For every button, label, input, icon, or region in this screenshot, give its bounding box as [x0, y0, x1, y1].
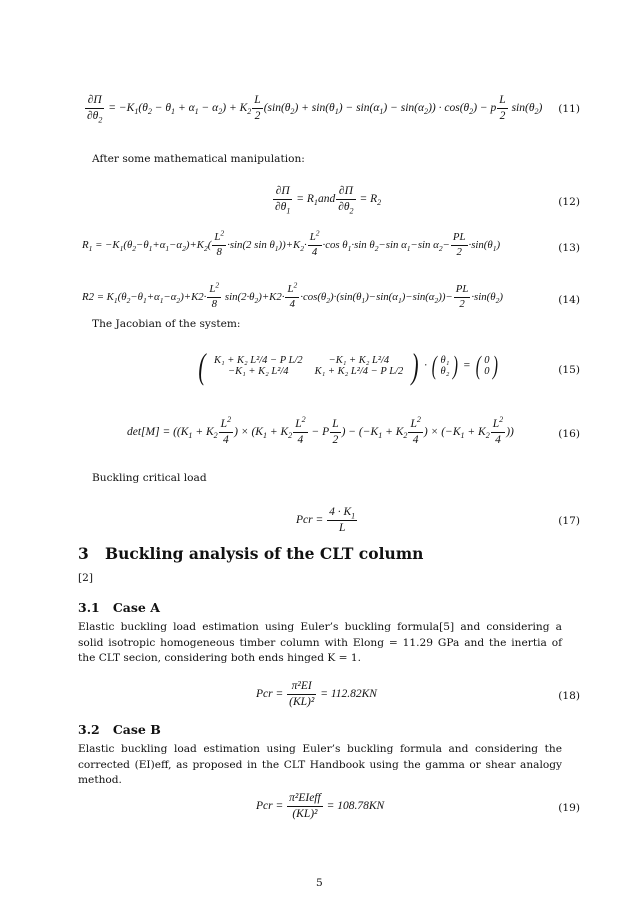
section-heading-3: 3 Buckling analysis of the CLT column	[78, 544, 424, 563]
equation-number: (17)	[558, 515, 580, 527]
paragraph-case-b: Elastic buckling load estimation using Euler’s buckling formula and considering the corrected (EI)eff, as proposed in the CLT Handbook using the gamma or shear analogy method.	[78, 743, 562, 786]
equation-number: (15)	[558, 364, 580, 376]
equation-number: (18)	[558, 690, 580, 702]
section-heading-3-1: 3.1 Case A	[78, 600, 160, 615]
equation-11: $\frac{\partial\Pi}{\partial\theta_2}$ = $-K_1(\theta_2 - \theta_1 + \alpha_1 - \alpha_2) + K_2$ $\frac{L}{2}$ $(\sin(\theta_2) + \sin(\theta_1) - \sin(\alpha_1) - \sin(\alpha_2)) \cdot \cos(\theta_2) - p$ $\frac{L}{2}$ $\sin(\theta_2)$	[87, 94, 543, 124]
equation-13: $R_1 = -K_1(\theta_2-\theta_1+\alpha_1-\alpha_2)+K_2$( $\frac{L^2}{8}$ ·sin(2 $\sin \theta_1))+K_2\cdot$ $\frac{L^2}{4}$ ·cos $\theta_1\cdot\sin$ $\theta_2-\sin$ $\alpha_1-\sin$ $\alpha_2-$ $\frac{PL}{2}$ $\cdot\sin(\theta_1)$	[82, 228, 501, 258]
zero-vector: 0 0	[484, 355, 490, 377]
jacobian-matrix: K₁ + K₂ L²/4 − P L/2 −K₁ + K₂ L²/4 −K₁ + K₂ L²/4 K₁ + K₂ L²/4 − P L/2	[214, 355, 404, 377]
equation-12: $\frac{\partial\Pi}{\partial\theta_1}$ = $R_1and$ $\frac{\partial\Pi}{\partial\theta_2}$ = $R_2$	[275, 185, 382, 215]
equation-16: $\det[M] = ((K_1 + K_2$ $\frac{L^2}{4}$ ) × ($K_1 + K_2$ $\frac{L^2}{4}$ − P $\frac{L}{2}$ ) − ($-K_1 + K_2$ $\frac{L^2}{4}$ ) × ($-K_1 + K_2$ $\frac{L^2}{4}$ ))	[127, 415, 514, 446]
section-heading-3-2: 3.2 Case B	[78, 722, 161, 737]
paragraph-after-manipulation: After some mathematical manipulation:	[92, 153, 305, 165]
equation-number: (19)	[558, 802, 580, 814]
equation-17: Pcr = $\frac{4 \cdot K_1}{L}$	[296, 506, 356, 534]
equation-15: ( K₁ + K₂ L²/4 − P L/2 −K₁ + K₂ L²/4 −K₁ + K₂ L²/4 K₁ + K₂ L²/4 − P L/2 ) · ( θ₁ θ₂ ) = ( 0 0 )	[198, 346, 499, 386]
equation-18: Pcr = $\frac{\text{π²EI}}{\text{(KL)²}}$ = 112.82KN	[256, 680, 377, 708]
paragraph-buckling-critical-load: Buckling critical load	[92, 472, 207, 484]
equation-number: (16)	[558, 428, 580, 440]
equation-19: Pcr = $\frac{\text{π²EIeff}}{\text{(KL)²}}$ = 108.78KN	[256, 792, 385, 820]
equation-number: (13)	[558, 242, 580, 254]
theta-vector: θ₁ θ₂	[440, 355, 450, 377]
equation-number: (14)	[558, 294, 580, 306]
paragraph-jacobian: The Jacobian of the system:	[92, 318, 241, 330]
equation-number: (12)	[558, 196, 580, 208]
citation: [2]	[78, 572, 94, 584]
equation-number: (11)	[558, 103, 580, 115]
page-number: 5	[316, 877, 323, 889]
equation-14: $R2 = K_1(\theta_2-\theta_1+\alpha_1-\alpha_2)+K2\cdot$ $\frac{L^2}{8}$ $\sin(2\cdot\theta_2)+K2\cdot$ $\frac{L^2}{4}$ $\cdot\cos(\theta_2)\cdot(\sin(\theta_1)-\sin(\alpha_1)-\sin(\alpha_2))-$ $\frac{PL}{2}$ $\cdot\sin(\theta_2)$	[82, 280, 503, 310]
paragraph-case-a: Elastic buckling load estimation using Euler’s buckling formula[5] and considering a solid isotropic homogeneous timber column with Elong = 11.29 GPa and the inertia of the CLT secion, considering both ends hinged K = 1.	[78, 621, 562, 664]
